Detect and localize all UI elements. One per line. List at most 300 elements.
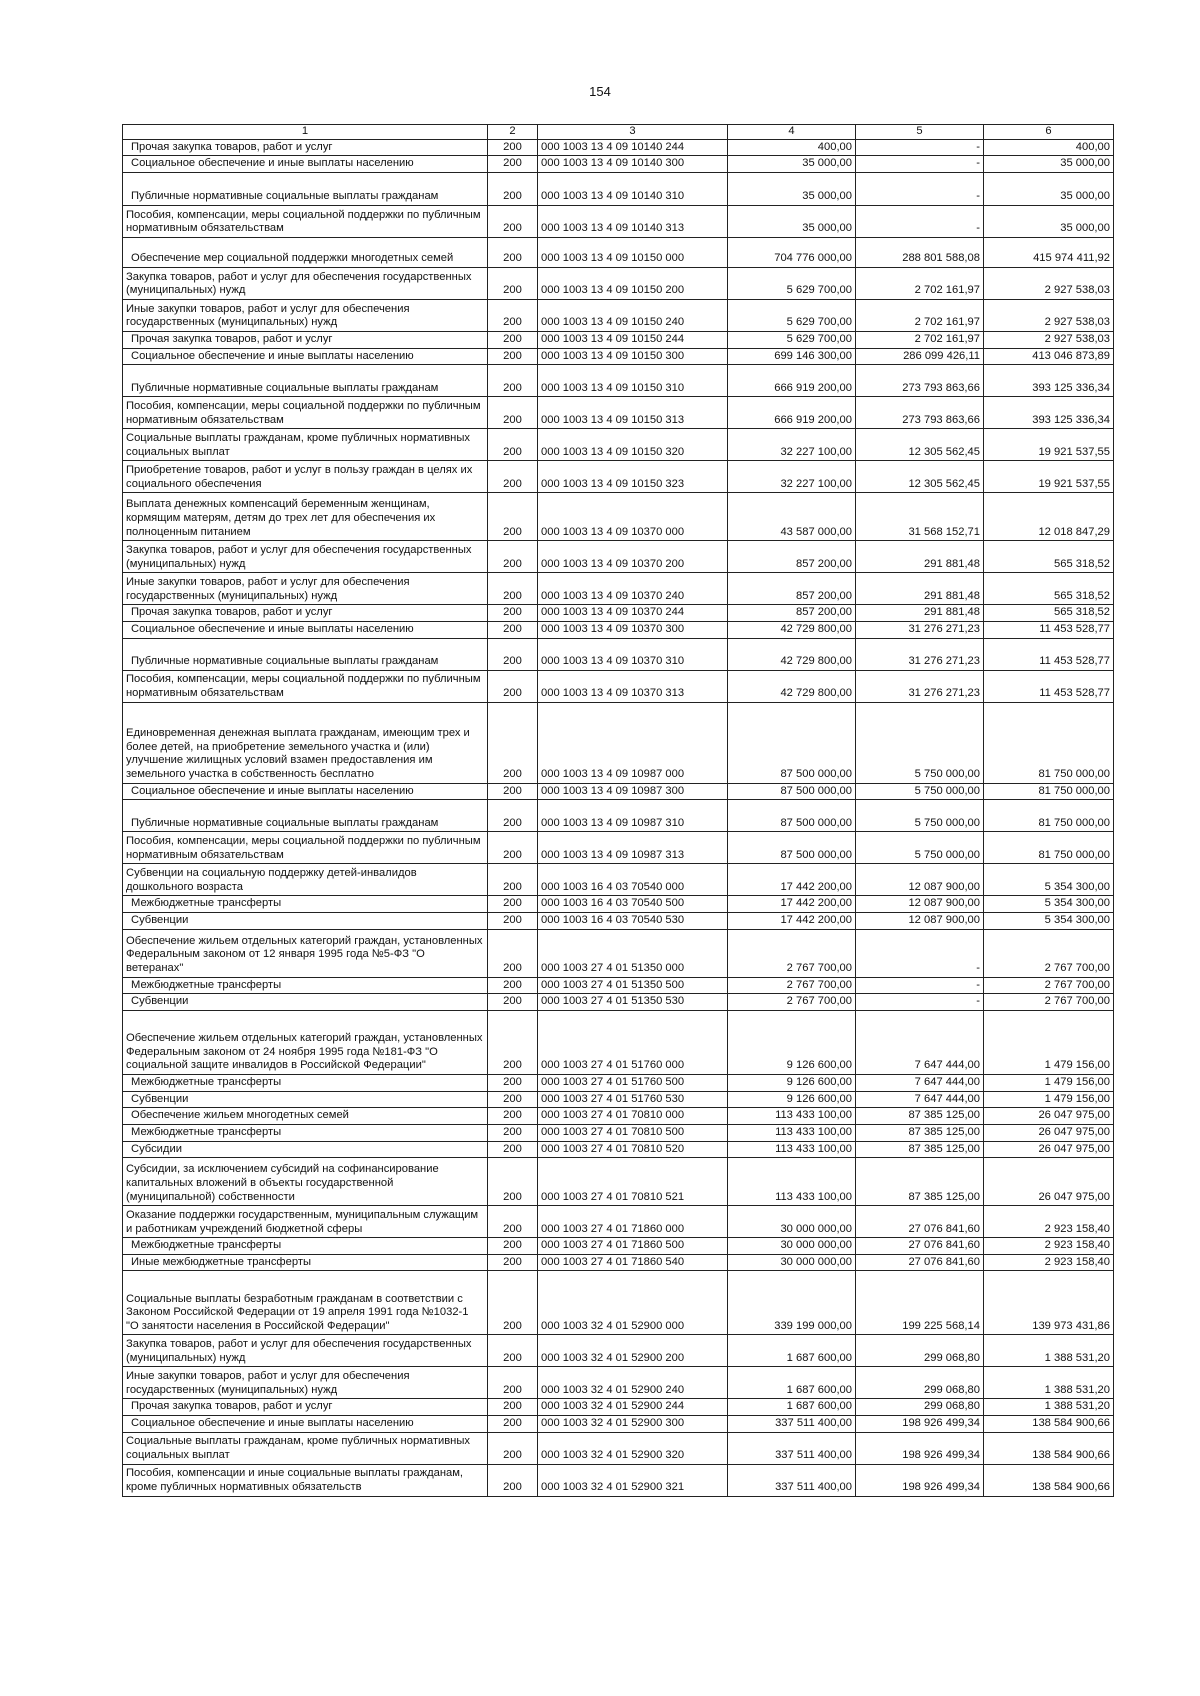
table-row (123, 573, 1114, 605)
row-admin-code-cell: 200 (488, 573, 538, 605)
row-admin-code-cell: 200 (488, 1399, 538, 1416)
column-number-row (123, 125, 1114, 140)
row-budget-code-cell: 000 1003 27 4 01 70810 520 (538, 1141, 728, 1158)
row-executed-cell: 31 276 271,23 (856, 621, 984, 638)
row-remaining-cell: 400,00 (984, 139, 1114, 156)
row-executed-cell: 5 750 000,00 (856, 702, 984, 783)
row-remaining-cell: 5 354 300,00 (984, 912, 1114, 929)
row-remaining-cell: 1 388 531,20 (984, 1335, 1114, 1367)
row-name-cell: Пособия, компенсации, меры социальной поддержки по публичным нормативным обязательствам (123, 832, 488, 864)
row-executed-cell: 198 926 499,34 (856, 1464, 984, 1496)
row-remaining-cell: 2 927 538,03 (984, 267, 1114, 299)
row-executed-cell: 12 305 562,45 (856, 461, 984, 493)
row-budget-code-cell: 000 1003 13 4 09 10370 300 (538, 621, 728, 638)
row-approved-cell: 87 500 000,00 (728, 702, 856, 783)
row-name-cell: Пособия, компенсации, меры социальной поддержки по публичным нормативным обязательствам (123, 205, 488, 237)
row-remaining-cell: 393 125 336,34 (984, 365, 1114, 397)
row-name-cell: Закупка товаров, работ и услуг для обеспечения государственных (муниципальных) нужд (123, 1335, 488, 1367)
row-admin-code-cell: 200 (488, 1254, 538, 1271)
row-budget-code-cell: 000 1003 13 4 09 10370 313 (538, 670, 728, 702)
row-remaining-cell: 1 388 531,20 (984, 1399, 1114, 1416)
row-budget-code-cell: 000 1003 13 4 09 10140 310 (538, 172, 728, 205)
row-admin-code-cell: 200 (488, 702, 538, 783)
row-name-cell: Прочая закупка товаров, работ и услуг (123, 331, 488, 348)
row-name-cell: Оказание поддержки государственным, муниципальным служащим и работникам учреждений бюджетной сферы (123, 1206, 488, 1238)
row-remaining-cell: 35 000,00 (984, 156, 1114, 173)
row-executed-cell: 299 068,80 (856, 1399, 984, 1416)
row-remaining-cell: 2 923 158,40 (984, 1238, 1114, 1255)
table-row (123, 139, 1114, 156)
row-name-cell: Субсидии (123, 1141, 488, 1158)
row-budget-code-cell: 000 1003 32 4 01 52900 200 (538, 1335, 728, 1367)
row-budget-code-cell: 000 1003 13 4 09 10370 310 (538, 638, 728, 670)
table-row (123, 1254, 1114, 1271)
row-budget-code-cell: 000 1003 32 4 01 52900 000 (538, 1271, 728, 1335)
row-admin-code-cell: 200 (488, 621, 538, 638)
row-executed-cell: 27 076 841,60 (856, 1254, 984, 1271)
row-admin-code-cell: 200 (488, 800, 538, 832)
row-executed-cell: 198 926 499,34 (856, 1432, 984, 1464)
row-admin-code-cell: 200 (488, 1141, 538, 1158)
table-row (123, 621, 1114, 638)
row-remaining-cell: 35 000,00 (984, 205, 1114, 237)
row-budget-code-cell: 000 1003 13 4 09 10150 300 (538, 348, 728, 365)
row-admin-code-cell: 200 (488, 205, 538, 237)
row-executed-cell: 199 225 568,14 (856, 1271, 984, 1335)
row-budget-code-cell: 000 1003 27 4 01 51350 500 (538, 977, 728, 994)
table-row (123, 912, 1114, 929)
row-executed-cell: 198 926 499,34 (856, 1416, 984, 1433)
row-name-cell: Иные межбюджетные трансферты (123, 1254, 488, 1271)
row-admin-code-cell: 200 (488, 172, 538, 205)
row-admin-code-cell: 200 (488, 977, 538, 994)
table-row (123, 299, 1114, 331)
row-budget-code-cell: 000 1003 13 4 09 10987 000 (538, 702, 728, 783)
table-row (123, 605, 1114, 622)
row-budget-code-cell: 000 1003 13 4 09 10140 244 (538, 139, 728, 156)
row-approved-cell: 113 433 100,00 (728, 1108, 856, 1125)
row-executed-cell: - (856, 139, 984, 156)
row-executed-cell: - (856, 205, 984, 237)
row-name-cell: Межбюджетные трансферты (123, 1124, 488, 1141)
row-executed-cell: 2 702 161,97 (856, 267, 984, 299)
row-approved-cell: 113 433 100,00 (728, 1124, 856, 1141)
row-budget-code-cell: 000 1003 13 4 09 10150 240 (538, 299, 728, 331)
table-row (123, 994, 1114, 1011)
row-executed-cell: - (856, 994, 984, 1011)
row-approved-cell: 30 000 000,00 (728, 1206, 856, 1238)
row-approved-cell: 337 511 400,00 (728, 1432, 856, 1464)
row-name-cell: Закупка товаров, работ и услуг для обеспечения государственных (муниципальных) нужд (123, 267, 488, 299)
row-remaining-cell: 2 767 700,00 (984, 994, 1114, 1011)
row-admin-code-cell: 200 (488, 429, 538, 461)
table-row (123, 800, 1114, 832)
page-number: 154 (589, 84, 611, 99)
row-admin-code-cell: 200 (488, 397, 538, 429)
table-row (123, 1158, 1114, 1206)
row-approved-cell: 35 000,00 (728, 205, 856, 237)
row-budget-code-cell: 000 1003 13 4 09 10370 000 (538, 493, 728, 541)
row-admin-code-cell: 200 (488, 139, 538, 156)
row-approved-cell: 87 500 000,00 (728, 800, 856, 832)
budget-execution-table (122, 124, 1114, 1497)
table-row (123, 1108, 1114, 1125)
row-approved-cell: 339 199 000,00 (728, 1271, 856, 1335)
row-executed-cell: 31 276 271,23 (856, 638, 984, 670)
row-remaining-cell: 139 973 431,86 (984, 1271, 1114, 1335)
row-name-cell: Социальное обеспечение и иные выплаты населению (123, 1416, 488, 1433)
row-remaining-cell: 19 921 537,55 (984, 429, 1114, 461)
table-row (123, 1464, 1114, 1496)
row-admin-code-cell: 200 (488, 461, 538, 493)
row-budget-code-cell: 000 1003 27 4 01 51760 500 (538, 1074, 728, 1091)
row-executed-cell: 273 793 863,66 (856, 397, 984, 429)
row-remaining-cell: 565 318,52 (984, 605, 1114, 622)
row-admin-code-cell: 200 (488, 896, 538, 913)
row-admin-code-cell: 200 (488, 638, 538, 670)
row-approved-cell: 5 629 700,00 (728, 267, 856, 299)
row-approved-cell: 1 687 600,00 (728, 1399, 856, 1416)
row-approved-cell: 666 919 200,00 (728, 365, 856, 397)
row-remaining-cell: 81 750 000,00 (984, 800, 1114, 832)
row-admin-code-cell: 200 (488, 348, 538, 365)
row-admin-code-cell: 200 (488, 237, 538, 267)
row-name-cell: Обеспечение жильем отдельных категорий граждан, установленных Федеральным законом от 24 ноября 1995 года №181-ФЗ "О социальной защите инвалидов в Российской Федерации" (123, 1010, 488, 1074)
row-remaining-cell: 11 453 528,77 (984, 638, 1114, 670)
row-name-cell: Социальные выплаты гражданам, кроме публичных нормативных социальных выплат (123, 1432, 488, 1464)
row-budget-code-cell: 000 1003 13 4 09 10370 244 (538, 605, 728, 622)
row-approved-cell: 857 200,00 (728, 541, 856, 573)
row-executed-cell: 7 647 444,00 (856, 1091, 984, 1108)
row-approved-cell: 30 000 000,00 (728, 1254, 856, 1271)
row-budget-code-cell: 000 1003 13 4 09 10150 320 (538, 429, 728, 461)
row-remaining-cell: 565 318,52 (984, 573, 1114, 605)
row-budget-code-cell: 000 1003 27 4 01 70810 500 (538, 1124, 728, 1141)
row-remaining-cell: 1 388 531,20 (984, 1367, 1114, 1399)
row-approved-cell: 43 587 000,00 (728, 493, 856, 541)
row-name-cell: Межбюджетные трансферты (123, 1074, 488, 1091)
table-row (123, 541, 1114, 573)
row-admin-code-cell: 200 (488, 541, 538, 573)
row-admin-code-cell: 200 (488, 1238, 538, 1255)
row-approved-cell: 113 433 100,00 (728, 1141, 856, 1158)
row-name-cell: Прочая закупка товаров, работ и услуг (123, 605, 488, 622)
table-row (123, 237, 1114, 267)
row-admin-code-cell: 200 (488, 1206, 538, 1238)
row-approved-cell: 1 687 600,00 (728, 1367, 856, 1399)
row-executed-cell: 27 076 841,60 (856, 1238, 984, 1255)
row-name-cell: Социальное обеспечение и иные выплаты населению (123, 621, 488, 638)
table-row (123, 896, 1114, 913)
row-remaining-cell: 26 047 975,00 (984, 1141, 1114, 1158)
row-executed-cell: - (856, 977, 984, 994)
table-row (123, 977, 1114, 994)
row-budget-code-cell: 000 1003 16 4 03 70540 500 (538, 896, 728, 913)
row-budget-code-cell: 000 1003 32 4 01 52900 320 (538, 1432, 728, 1464)
row-admin-code-cell: 200 (488, 605, 538, 622)
row-admin-code-cell: 200 (488, 331, 538, 348)
column-header-2: 2 (488, 125, 538, 140)
row-budget-code-cell: 000 1003 16 4 03 70540 000 (538, 864, 728, 896)
row-admin-code-cell: 200 (488, 1074, 538, 1091)
row-admin-code-cell: 200 (488, 1124, 538, 1141)
table-row (123, 864, 1114, 896)
row-executed-cell: 87 385 125,00 (856, 1158, 984, 1206)
row-budget-code-cell: 000 1003 27 4 01 71860 000 (538, 1206, 728, 1238)
row-approved-cell: 1 687 600,00 (728, 1335, 856, 1367)
row-executed-cell: - (856, 929, 984, 977)
column-header-3: 3 (538, 125, 728, 140)
row-approved-cell: 42 729 800,00 (728, 670, 856, 702)
row-executed-cell: - (856, 172, 984, 205)
table-row (123, 365, 1114, 397)
row-admin-code-cell: 200 (488, 929, 538, 977)
table-row (123, 267, 1114, 299)
row-remaining-cell: 2 923 158,40 (984, 1206, 1114, 1238)
row-admin-code-cell: 200 (488, 267, 538, 299)
row-approved-cell: 699 146 300,00 (728, 348, 856, 365)
column-header-4: 4 (728, 125, 856, 140)
table-row (123, 172, 1114, 205)
row-approved-cell: 87 500 000,00 (728, 832, 856, 864)
row-admin-code-cell: 200 (488, 832, 538, 864)
row-name-cell: Публичные нормативные социальные выплаты гражданам (123, 172, 488, 205)
row-approved-cell: 5 629 700,00 (728, 299, 856, 331)
row-name-cell: Пособия, компенсации, меры социальной поддержки по публичным нормативным обязательствам (123, 397, 488, 429)
row-executed-cell: 27 076 841,60 (856, 1206, 984, 1238)
table-row (123, 1399, 1114, 1416)
row-executed-cell: 291 881,48 (856, 541, 984, 573)
row-name-cell: Публичные нормативные социальные выплаты гражданам (123, 365, 488, 397)
row-admin-code-cell: 200 (488, 912, 538, 929)
row-executed-cell: 286 099 426,11 (856, 348, 984, 365)
row-approved-cell: 2 767 700,00 (728, 929, 856, 977)
table-row (123, 1074, 1114, 1091)
row-remaining-cell: 5 354 300,00 (984, 864, 1114, 896)
row-budget-code-cell: 000 1003 27 4 01 51760 000 (538, 1010, 728, 1074)
row-admin-code-cell: 200 (488, 1091, 538, 1108)
row-name-cell: Социальные выплаты гражданам, кроме публичных нормативных социальных выплат (123, 429, 488, 461)
row-approved-cell: 35 000,00 (728, 156, 856, 173)
row-executed-cell: 291 881,48 (856, 573, 984, 605)
row-name-cell: Социальные выплаты безработным гражданам в соответствии с Законом Российской Федерации от 19 апреля 1991 года №1032-1 "О занятости населения в Российской Федерации" (123, 1271, 488, 1335)
row-remaining-cell: 1 479 156,00 (984, 1074, 1114, 1091)
table-row (123, 429, 1114, 461)
row-approved-cell: 17 442 200,00 (728, 864, 856, 896)
row-budget-code-cell: 000 1003 13 4 09 10370 240 (538, 573, 728, 605)
row-executed-cell: 87 385 125,00 (856, 1108, 984, 1125)
row-approved-cell: 2 767 700,00 (728, 977, 856, 994)
row-name-cell: Обеспечение жильем многодетных семей (123, 1108, 488, 1125)
row-name-cell: Межбюджетные трансферты (123, 1238, 488, 1255)
row-name-cell: Прочая закупка товаров, работ и услуг (123, 1399, 488, 1416)
row-approved-cell: 17 442 200,00 (728, 896, 856, 913)
row-executed-cell: 12 305 562,45 (856, 429, 984, 461)
row-remaining-cell: 1 479 156,00 (984, 1010, 1114, 1074)
row-budget-code-cell: 000 1003 27 4 01 51760 530 (538, 1091, 728, 1108)
row-admin-code-cell: 200 (488, 864, 538, 896)
table-row (123, 1091, 1114, 1108)
row-remaining-cell: 11 453 528,77 (984, 670, 1114, 702)
table-row (123, 1010, 1114, 1074)
row-executed-cell: 87 385 125,00 (856, 1141, 984, 1158)
row-executed-cell: 87 385 125,00 (856, 1124, 984, 1141)
row-remaining-cell: 393 125 336,34 (984, 397, 1114, 429)
row-remaining-cell: 138 584 900,66 (984, 1464, 1114, 1496)
row-approved-cell: 32 227 100,00 (728, 429, 856, 461)
table-row (123, 493, 1114, 541)
row-remaining-cell: 19 921 537,55 (984, 461, 1114, 493)
row-admin-code-cell: 200 (488, 1367, 538, 1399)
table-row (123, 1271, 1114, 1335)
row-name-cell: Субвенции (123, 1091, 488, 1108)
table-row (123, 331, 1114, 348)
row-approved-cell: 857 200,00 (728, 605, 856, 622)
row-approved-cell: 704 776 000,00 (728, 237, 856, 267)
row-budget-code-cell: 000 1003 13 4 09 10140 300 (538, 156, 728, 173)
row-executed-cell: 288 801 588,08 (856, 237, 984, 267)
row-approved-cell: 30 000 000,00 (728, 1238, 856, 1255)
row-admin-code-cell: 200 (488, 783, 538, 800)
row-admin-code-cell: 200 (488, 493, 538, 541)
table-row (123, 670, 1114, 702)
row-name-cell: Единовременная денежная выплата гражданам, имеющим трех и более детей, на приобретение земельного участка и (или) улучшение жилищных условий взамен предоставления им земельного участка в собственность бесплатно (123, 702, 488, 783)
row-approved-cell: 17 442 200,00 (728, 912, 856, 929)
row-remaining-cell: 26 047 975,00 (984, 1158, 1114, 1206)
row-budget-code-cell: 000 1003 32 4 01 52900 240 (538, 1367, 728, 1399)
row-approved-cell: 337 511 400,00 (728, 1416, 856, 1433)
row-name-cell: Обеспечение жильем отдельных категорий граждан, установленных Федеральным законом от 12 января 1995 года №5-ФЗ "О ветеранах" (123, 929, 488, 977)
row-budget-code-cell: 000 1003 27 4 01 70810 000 (538, 1108, 728, 1125)
row-name-cell: Межбюджетные трансферты (123, 977, 488, 994)
row-approved-cell: 42 729 800,00 (728, 638, 856, 670)
row-approved-cell: 87 500 000,00 (728, 783, 856, 800)
row-budget-code-cell: 000 1003 32 4 01 52900 300 (538, 1416, 728, 1433)
row-approved-cell: 5 629 700,00 (728, 331, 856, 348)
row-budget-code-cell: 000 1003 13 4 09 10987 313 (538, 832, 728, 864)
column-header-1: 1 (123, 125, 488, 140)
row-name-cell: Приобретение товаров, работ и услуг в пользу граждан в целях их социального обеспечения (123, 461, 488, 493)
row-remaining-cell: 2 923 158,40 (984, 1254, 1114, 1271)
row-budget-code-cell: 000 1003 13 4 09 10370 200 (538, 541, 728, 573)
row-approved-cell: 42 729 800,00 (728, 621, 856, 638)
row-admin-code-cell: 200 (488, 1416, 538, 1433)
row-approved-cell: 2 767 700,00 (728, 994, 856, 1011)
table-row (123, 1124, 1114, 1141)
table-row (123, 348, 1114, 365)
row-name-cell: Иные закупки товаров, работ и услуг для обеспечения государственных (муниципальных) нужд (123, 299, 488, 331)
table-row (123, 702, 1114, 783)
row-name-cell: Субвенции (123, 912, 488, 929)
row-budget-code-cell: 000 1003 13 4 09 10150 200 (538, 267, 728, 299)
row-executed-cell: 2 702 161,97 (856, 331, 984, 348)
row-name-cell: Обеспечение мер социальной поддержки многодетных семей (123, 237, 488, 267)
table-row (123, 1238, 1114, 1255)
row-budget-code-cell: 000 1003 13 4 09 10150 000 (538, 237, 728, 267)
row-name-cell: Иные закупки товаров, работ и услуг для обеспечения государственных (муниципальных) нужд (123, 573, 488, 605)
row-approved-cell: 9 126 600,00 (728, 1091, 856, 1108)
row-executed-cell: 5 750 000,00 (856, 832, 984, 864)
row-admin-code-cell: 200 (488, 994, 538, 1011)
row-name-cell: Публичные нормативные социальные выплаты гражданам (123, 638, 488, 670)
table-row (123, 1367, 1114, 1399)
row-executed-cell: 12 087 900,00 (856, 864, 984, 896)
table-row (123, 1141, 1114, 1158)
row-admin-code-cell: 200 (488, 1158, 538, 1206)
row-budget-code-cell: 000 1003 27 4 01 51350 530 (538, 994, 728, 1011)
row-approved-cell: 9 126 600,00 (728, 1074, 856, 1091)
row-budget-code-cell: 000 1003 13 4 09 10987 300 (538, 783, 728, 800)
row-budget-code-cell: 000 1003 13 4 09 10987 310 (538, 800, 728, 832)
row-approved-cell: 32 227 100,00 (728, 461, 856, 493)
row-budget-code-cell: 000 1003 13 4 09 10150 244 (538, 331, 728, 348)
row-admin-code-cell: 200 (488, 1010, 538, 1074)
row-remaining-cell: 26 047 975,00 (984, 1108, 1114, 1125)
row-approved-cell: 9 126 600,00 (728, 1010, 856, 1074)
row-admin-code-cell: 200 (488, 1271, 538, 1335)
row-budget-code-cell: 000 1003 27 4 01 70810 521 (538, 1158, 728, 1206)
row-remaining-cell: 2 927 538,03 (984, 331, 1114, 348)
row-name-cell: Субвенции на социальную поддержку детей-инвалидов дошкольного возраста (123, 864, 488, 896)
row-name-cell: Субвенции (123, 994, 488, 1011)
row-approved-cell: 857 200,00 (728, 573, 856, 605)
table-row (123, 1335, 1114, 1367)
row-executed-cell: 2 702 161,97 (856, 299, 984, 331)
row-name-cell: Публичные нормативные социальные выплаты гражданам (123, 800, 488, 832)
row-remaining-cell: 1 479 156,00 (984, 1091, 1114, 1108)
row-remaining-cell: 413 046 873,89 (984, 348, 1114, 365)
row-approved-cell: 337 511 400,00 (728, 1464, 856, 1496)
table-body (123, 139, 1114, 1496)
row-remaining-cell: 2 767 700,00 (984, 977, 1114, 994)
row-admin-code-cell: 200 (488, 1432, 538, 1464)
row-remaining-cell: 138 584 900,66 (984, 1416, 1114, 1433)
column-header-5: 5 (856, 125, 984, 140)
row-admin-code-cell: 200 (488, 670, 538, 702)
row-budget-code-cell: 000 1003 13 4 09 10150 323 (538, 461, 728, 493)
row-approved-cell: 35 000,00 (728, 172, 856, 205)
row-name-cell: Прочая закупка товаров, работ и услуг (123, 139, 488, 156)
row-remaining-cell: 138 584 900,66 (984, 1432, 1114, 1464)
row-admin-code-cell: 200 (488, 365, 538, 397)
row-remaining-cell: 415 974 411,92 (984, 237, 1114, 267)
row-budget-code-cell: 000 1003 32 4 01 52900 244 (538, 1399, 728, 1416)
row-remaining-cell: 5 354 300,00 (984, 896, 1114, 913)
column-header-6: 6 (984, 125, 1114, 140)
row-approved-cell: 666 919 200,00 (728, 397, 856, 429)
row-executed-cell: 5 750 000,00 (856, 783, 984, 800)
row-name-cell: Субсидии, за исключением субсидий на софинансирование капитальных вложений в объекты государственной (муниципальной) собственности (123, 1158, 488, 1206)
table-row (123, 205, 1114, 237)
row-remaining-cell: 2 767 700,00 (984, 929, 1114, 977)
row-executed-cell: 7 647 444,00 (856, 1074, 984, 1091)
table-row (123, 461, 1114, 493)
row-executed-cell: 12 087 900,00 (856, 912, 984, 929)
row-remaining-cell: 26 047 975,00 (984, 1124, 1114, 1141)
row-budget-code-cell: 000 1003 13 4 09 10140 313 (538, 205, 728, 237)
table-row (123, 397, 1114, 429)
row-admin-code-cell: 200 (488, 1335, 538, 1367)
row-remaining-cell: 565 318,52 (984, 541, 1114, 573)
row-executed-cell: 291 881,48 (856, 605, 984, 622)
row-executed-cell: - (856, 156, 984, 173)
row-remaining-cell: 2 927 538,03 (984, 299, 1114, 331)
row-remaining-cell: 81 750 000,00 (984, 702, 1114, 783)
row-remaining-cell: 81 750 000,00 (984, 832, 1114, 864)
row-admin-code-cell: 200 (488, 156, 538, 173)
row-budget-code-cell: 000 1003 27 4 01 51350 000 (538, 929, 728, 977)
table-row (123, 1432, 1114, 1464)
